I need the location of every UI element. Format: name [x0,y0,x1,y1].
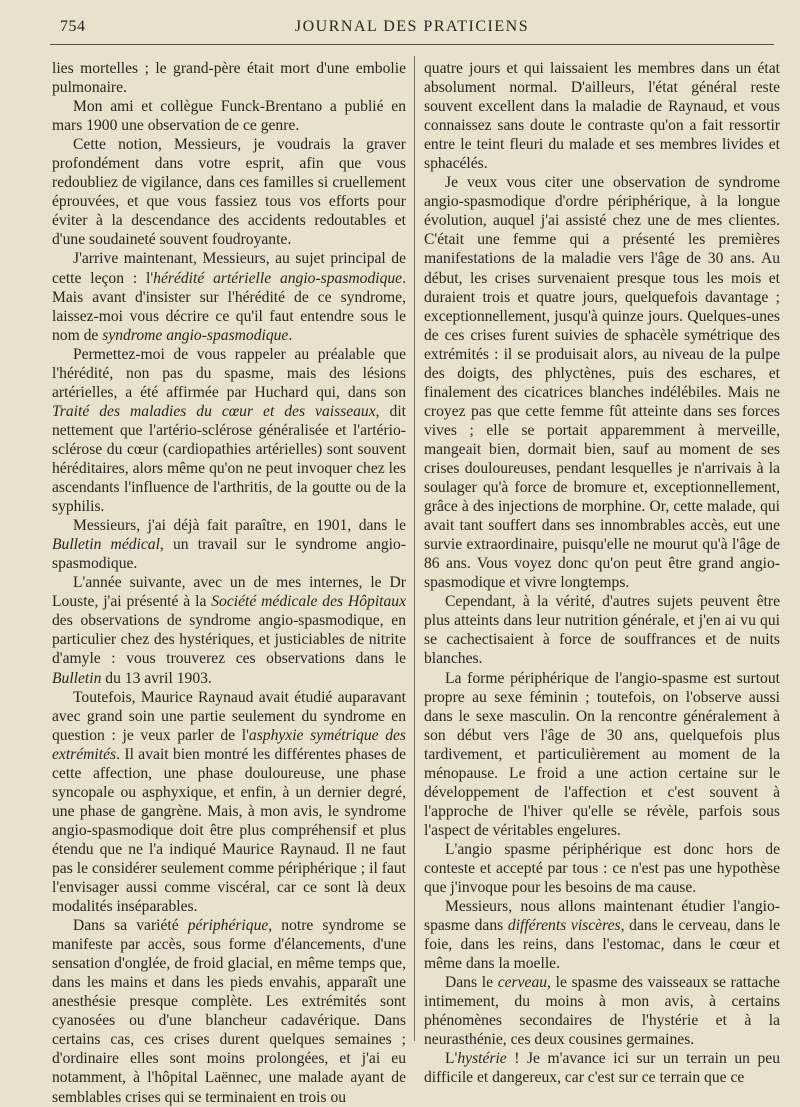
text-run: Messieurs, nous allons maintenant étudier l'angio-spasme dans [424,898,780,935]
text-run: , dans le cerveau, dans le foie, dans les reins, dans l'estomac, dans le cœur et même dans la moelle. [424,917,780,973]
text-run: . Mais avant d'insister sur l'hérédité de ce syndrome, laissez-moi vous décrire ce qu'il faut entendre sous le nom de [52,269,407,344]
italic-phrase: syndrome angio-spasmodique [102,326,289,344]
paragraph [52,516,406,573]
paragraph [52,249,406,344]
text-run: du 13 avril 1903. [101,669,212,687]
text-run: Permettez-moi de vous rappeler au préalable que l'hérédité, non pas du spasme, mais des lésions artérielles, a été affirmée par Huchard qui, dans son [52,345,406,401]
text-run: Dans sa variété [73,917,188,935]
italic-phrase: cerveau [497,974,548,992]
page-header [50,14,774,45]
left-text-column [52,59,406,1107]
running-title: JOURNAL DES PRATICIENS [294,18,530,35]
text-run: Je veux vous citer une observation de syndrome angio-spasmodique d'ordre périphérique, à la longue évolution, auquel j'ai assisté chez une de mes clientes. C'était une femme qui a présenté les premières manifestations de la maladie vers l'âge de 30 ans. Au début, les crises survenaient presque tous les mois et duraient trois et quatre jours, quelquefois davantage ; exceptionnellement, jusqu'à quinze jours. Quelques-unes de ces crises furent suivies de sphacèle symétrique des extrémités : il se produisait alors, au niveau de la pulpe des doigts, des phlyctènes, puis des eschares, et finalement des cicatrices blanches indélébiles. Mais ne croyez pas que cette femme fût atteinte dans ses forces vives ; elle se portait apparemment à merveille, mangeait bien, dormait bien, sauf au moment de ses crises douloureuses, pendant lesquelles je n'arrivais à la soulager qu'à force de bromure et, exceptionnellement, grâce à des injections de morphine. Or, cette malade, qui avait tant souffert dans ses innombrables accès, eut une survie extraordinaire, puisqu'elle ne mourut qu'à l'âge de 86 ans. Vous voyez donc qu'on peut être grand angio-spasmodique et vivre longtemps. [424,174,780,592]
text-run: , un travail sur le syndrome angio-spasmodique. [52,536,406,573]
column-divider [414,56,415,1041]
paragraph [424,173,780,592]
paragraph [424,59,780,173]
text-run: L' [445,1050,458,1068]
text-run: Messieurs, j'ai déjà fait paraître, en 1901, dans le [73,517,406,535]
paragraph [424,973,780,1049]
text-run: Toutefois, Maurice Raynaud avait étudié auparavant avec grand soin une partie seulement du syndrome en question : je veux parler de l' [52,688,406,744]
right-text-column [424,59,780,1088]
text-run: . [288,326,293,344]
page-number: 754 [60,18,86,35]
text-run: Cependant, à la vérité, d'autres sujets peuvent être plus atteints dans leur nutrition générale, et j'en ai vu qui se cachectisaient à force de souffrances et de nuits blanches. [424,593,780,668]
paragraph [424,669,780,840]
text-run: L'année suivante, avec un de mes internes, le Dr Louste, j'ai présenté à la [52,574,406,611]
italic-phrase: hérédité artérielle angio-spasmodique [153,269,403,287]
text-run: des observations de syndrome angio-spasmodique, en particulier chez des hystériques, et justiciables de nitrite d'amyle : vous trouverez ces observations dans le [52,612,406,668]
text-run: . Il avait bien montré les différentes phases de cette affection, une phase douloureuse, une phase syncopale ou asphyxique, et enfin, à un dernier degré, une phase de gangrène. Mais, à mon avis, le syndrome angio-spasmodique doit être plus compréhensif et plus étendu que ne l'a indiqué Maurice Raynaud. Il ne faut pas le considérer seulement comme périphérique ; il faut l'envisager aussi comme viscéral, car ce sont là deux modalités inséparables. [52,745,406,916]
paragraph [52,97,406,135]
italic-phrase: périphérique [187,917,269,935]
text-run: La forme périphérique de l'angio-spasme est surtout propre au sexe féminin ; toutefois, on l'observe aussi dans le sexe masculin. On la rencontre généralement à son début vers l'âge de 30 ans, quelquefois plus tardivement, et particulièrement au moment de la ménopause. Le froid a une action certaine sur le développement de l'affection et c'est souvent à l'approche de l'hiver qu'elle se révèle, parfois sous l'aspect de véritables engelures. [424,669,780,839]
text-run: Cette notion, Messieurs, je voudrais la graver profondément dans votre esprit, afin que vous redoubliez de vigilance, dans ces familles si cruellement éprouvées, et que vous fassiez tous vos efforts pour éviter à la descendance des accidents redoutables et d'une soudaineté souvent foudroyante. [52,136,406,249]
text-run: Mon ami et collègue Funck-Brentano a publié en mars 1900 une observation de ce genre. [52,98,406,135]
italic-phrase: asphyxie symétrique des extrémités [52,726,407,763]
paragraph [52,59,406,97]
paragraph [52,573,406,687]
paragraph [52,135,406,249]
paragraph [52,345,406,516]
paragraph [424,1049,780,1087]
italic-phrase: Bulletin [52,669,102,687]
text-run: L'angio spasme périphérique est donc hors de conteste et accepté par tous : ce n'est pas une hypothèse que j'invoque pour les besoins de ma cause. [424,840,780,897]
text-run: lies mortelles ; le grand-père était mort d'une embolie pulmonaire. [52,60,406,97]
text-run: , dit nettement que l'artério-sclérose généralisée et l'artério-sclérose du cœur (cardiopathies artérielles) sont souvent héréditaires, alors même qu'on ne peut invoquer chez les ascendants l'influence de l'arthritis, de la goutte ou de la syphilis. [52,402,406,516]
text-run: , le spasme des vaisseaux se rattache intimement, du moins à mon avis, à certains phénomènes secondaires de l'hystérie et à la neurasthénie, ces deux cousines germaines. [424,974,780,1049]
paragraph [424,840,780,897]
paragraph [424,592,780,668]
text-run: , notre syndrome se manifeste par accès, sous forme d'élancements, d'une sensation d'onglée, de froid glacial, en même temps que, dans les mains et dans les pieds envahis, apparaît une anesthésie presque complète. Les extrémités sont cyanosées ou d'une blancheur cadavérique. Dans certains cas, ces crises durent quelques semaines ; d'ordinaire elles sont moins prolongées, et j'ai eu notamment, à l'hôpital Laënnec, une malade ayant de semblables crises qui se terminaient en trois ou [52,917,406,1106]
text-run: ! Je m'avance ici sur un terrain un peu difficile et dangereux, car c'est sur ce terrain que ce [424,1050,780,1087]
text-run: J'arrive maintenant, Messieurs, au sujet principal de cette leçon : l' [52,250,406,287]
italic-phrase: Société médicale des Hôpitaux [211,593,407,611]
paragraph [52,916,406,1106]
text-run: quatre jours et qui laissaient les membres dans un état absolument normal. D'ailleurs, l'état général reste souvent excellent dans la maladie de Raynaud, et vous connaissez sans doute le contraste qu'on a fait ressortir entre le teint fleuri du malade et ses membres livides et sphacélés. [424,60,780,173]
italic-phrase: Traité des maladies du cœur et des vaisseaux [52,402,376,420]
text-run: Dans le [445,974,498,992]
italic-phrase: hystérie [457,1050,507,1068]
italic-phrase: Bulletin médical [52,536,160,554]
paragraph [52,688,406,917]
paragraph [424,897,780,973]
italic-phrase: différents viscères [507,917,621,935]
